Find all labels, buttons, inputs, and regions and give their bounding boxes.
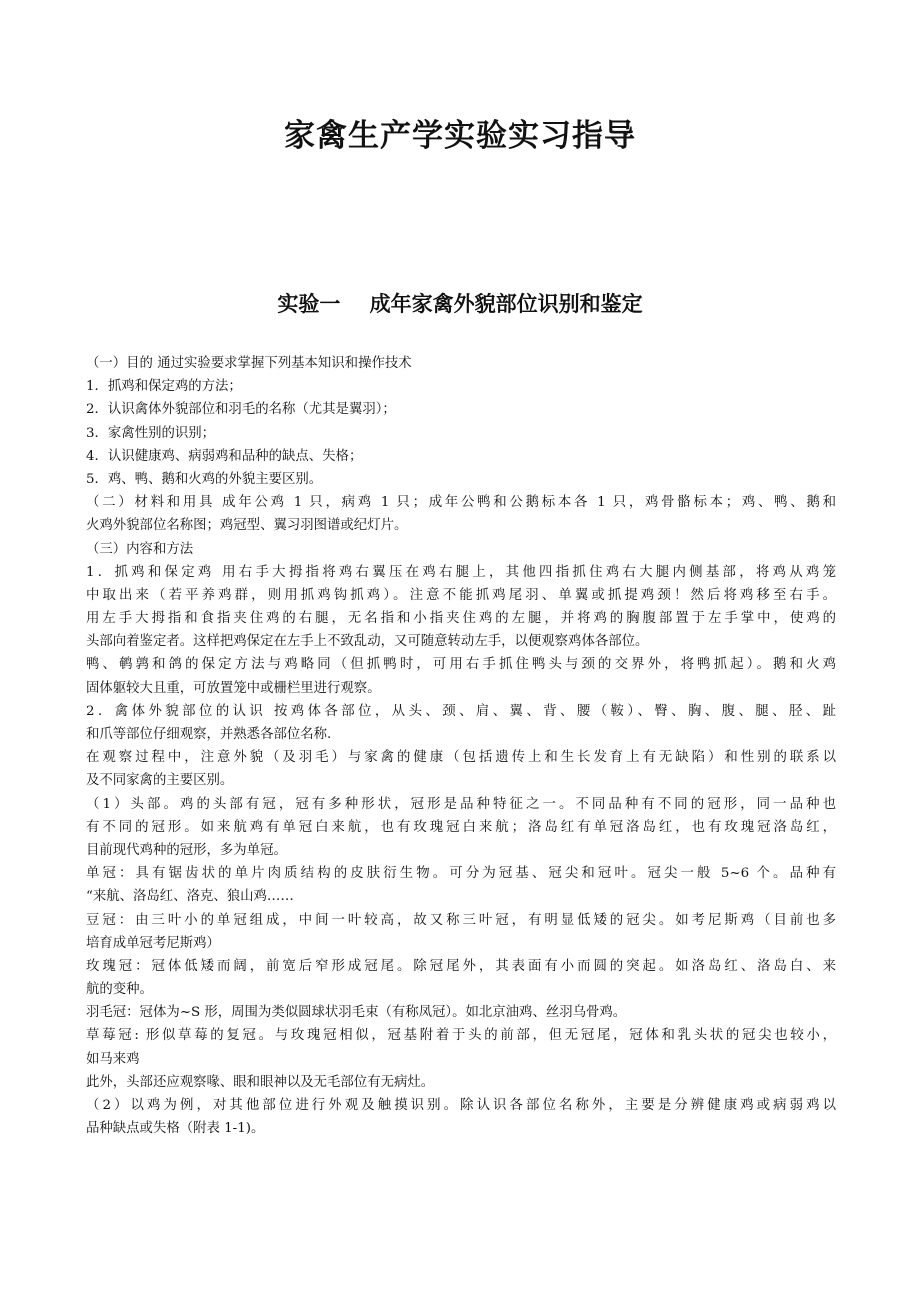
text-line: 羽毛冠：冠体为~S 形，周围为类似圆球状羽毛束（有称凤冠）。如北京油鸡、丝羽乌骨鸡。 (86, 1005, 627, 1021)
text-line: 如马来鸡 (86, 1051, 140, 1067)
text-line: 和爪等部位仔细观察，并熟悉各部位名称. (86, 727, 332, 742)
text-line: 草莓冠: 形似草莓的复冠。与玫瑰冠相似，冠基附着于头的前部，但无冠尾，冠体和乳头状的冠尖也较小， (86, 1028, 836, 1044)
text-line: 此外，头部还应观察喙、眼和眼神以及无毛部位有无病灶。 (86, 1074, 435, 1090)
text-line: 火鸡外貌部位名称图；鸡冠型、翼习羽图谱或纪灯片。 (86, 518, 408, 534)
text-line: （二）材料和用具 成年公鸡 1 只，病鸡 1 只；成年公鸭和公鹅标本各 1 只，鸡骨骼标本；鸡、鸭、鹅和 (86, 495, 836, 511)
text-line: （一）目的 通过实验要求掌握下列基本知识和操作技术 (86, 356, 412, 371)
text-line: 2．认识禽体外貌部位和羽毛的名称（尤其是翼羽）； (86, 402, 396, 418)
text-line: 5．鸡、鸭、鹅和火鸡的外貌主要区别。 (86, 471, 323, 487)
document-body (86, 352, 836, 1140)
text-line: “来航、洛岛红、洛克、狼山鸡…… (86, 889, 294, 905)
text-line: 及不同家禽的主要区别。 (86, 773, 234, 789)
text-line: 中取出来（若平养鸡群，则用抓鸡钩抓鸡）。注意不能抓鸡尾羽、单翼或抓提鸡颈！然后将鸡移至右手。 (86, 587, 836, 603)
text-line: 目前现代鸡种的冠形，多为单冠。 (86, 842, 287, 858)
text-line: （2）以鸡为例，对其他部位进行外观及触摸识别。除认识各部位名称外，主要是分辨健康鸡或病弱鸡以 (86, 1098, 836, 1113)
text-line: （三）内容和方法 (86, 541, 194, 557)
text-line: 3．家禽性别的识别； (86, 425, 216, 441)
text-line: 单冠：具有锯齿状的单片肉质结构的皮肤衍生物。可分为冠基、冠尖和冠叶。冠尖一般 5~6 个。品种有 (86, 866, 836, 882)
text-line: 豆冠：由三叶小的单冠组成，中间一叶较高，故又称三叶冠，有明显低矮的冠尖。如考尼斯鸡（目前也多 (86, 912, 836, 928)
text-line: 在观察过程中，注意外貌（及羽毛）与家禽的健康（包括遗传上和生长发育上有无缺陷）和性别的联系以 (86, 750, 836, 766)
text-line: 2．禽体外貌部位的认识 按鸡体各部位，从头、颈、肩、翼、背、腰（鞍）、臀、胸、腹、腿、胫、趾 (86, 703, 836, 719)
text-line: 1．抓鸡和保定鸡 用右手大拇指将鸡右翼压在鸡右腿上，其他四指抓住鸡右大腿内侧基部，将鸡从鸡笼 (86, 564, 836, 580)
text-line: 培育成单冠考尼斯鸡） (86, 935, 220, 951)
document-title: 家禽生产学实验实习指导 (284, 118, 636, 154)
text-line: 4．认识健康鸡、病弱鸡和品种的缺点、失格； (86, 448, 363, 464)
text-line: 1．抓鸡和保定鸡的方法； (86, 379, 242, 395)
section-title: 实验一 成年家禽外貌部位识别和鉴定 (277, 292, 643, 316)
text-line: 固体躯较大且重，可放置笼中或栅栏里进行观察。 (86, 680, 381, 696)
text-line: 玫瑰冠：冠体低矮而阔，前宽后窄形成冠尾。除冠尾外，其表面有小而圆的突起。如洛岛红、洛岛白、来 (86, 958, 836, 974)
text-line: 品种缺点或失格（附表 1-1)。 (86, 1121, 265, 1137)
text-line: 用左手大拇指和食指夹住鸡的右腿，无名指和小指夹住鸡的左腿，并将鸡的胸腹部置于左手掌中，使鸡的 (86, 611, 836, 627)
text-line: 鸭、鹌鹑和鸽的保定方法与鸡略同（但抓鸭时，可用右手抓住鸭头与颈的交界外，将鸭抓起）。鹅和火鸡 (86, 657, 836, 673)
text-line: 有不同的冠形。如来航鸡有单冠白来航，也有玫瑰冠白来航；洛岛红有单冠洛岛红，也有玫瑰冠洛岛红， (86, 819, 836, 835)
text-line: 航的变种。 (86, 982, 153, 998)
text-line: 头部向着鉴定者。这样把鸡保定在左手上不致乱动，又可随意转动左手，以便观察鸡体各部位。 (86, 634, 649, 650)
text-line: （1）头部。鸡的头部有冠，冠有多种形状，冠形是品种特征之一。不同品种有不同的冠形，同一品种也 (86, 796, 836, 812)
